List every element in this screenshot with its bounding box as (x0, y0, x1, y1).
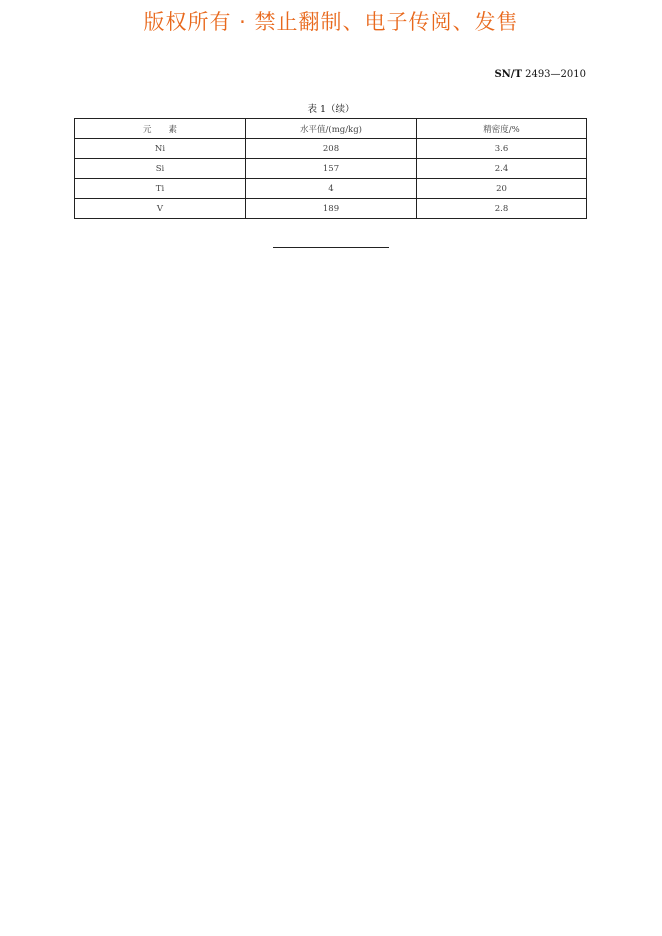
watermark-text: 版权所有 · 禁止翻制、电子传阅、发售 (143, 10, 519, 34)
cell-precision: 20 (417, 179, 587, 199)
table-caption: 表 1（续） (307, 104, 355, 115)
standard-code (494, 69, 586, 80)
cell-precision: 3.6 (417, 139, 587, 159)
cell-level-value: 189 (246, 199, 417, 219)
header-precision: 精密度/% (417, 119, 587, 139)
table-row (75, 159, 587, 179)
table-row (75, 139, 587, 159)
cell-element: Si (75, 159, 246, 179)
cell-element: Ti (75, 179, 246, 199)
cell-level-value: 4 (246, 179, 417, 199)
table-row (75, 179, 587, 199)
standard-code-prefix: SN/T (494, 69, 522, 80)
cell-precision: 2.4 (417, 159, 587, 179)
data-table (74, 118, 587, 219)
header-element: 元 素 (75, 119, 246, 139)
header-level-value: 水平值/(mg/kg) (246, 119, 417, 139)
cell-level-value: 157 (246, 159, 417, 179)
cell-level-value: 208 (246, 139, 417, 159)
standard-code-number: 2493—2010 (525, 69, 586, 80)
cell-element: Ni (75, 139, 246, 159)
end-of-document-rule (273, 247, 389, 248)
table-row (75, 199, 587, 219)
table-header-row (75, 119, 587, 139)
cell-element: V (75, 199, 246, 219)
cell-precision: 2.8 (417, 199, 587, 219)
